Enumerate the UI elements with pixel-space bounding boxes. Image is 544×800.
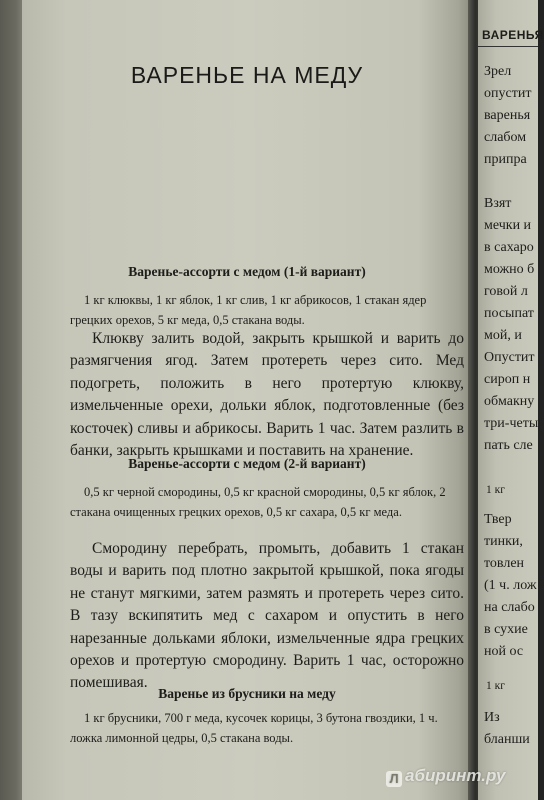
- page-text-line: говой л: [484, 284, 528, 299]
- page-text-line: можно б: [484, 262, 535, 277]
- page-text-line: Зрел: [484, 64, 512, 79]
- recipe-method: Клюкву залить водой, закрыть крышкой и варить до размягчения ягод. Затем протереть через сито. Мед подогреть, положить в него протертую клюкву, измельченные орехи, дольки яблок, подготовленные (без косточек) сливы и абрикосы. Варить 1 час. Затем разлить в банки, закрыть крышками и поставить на хранение.: [70, 330, 464, 460]
- page-text-line: слабом: [484, 130, 527, 145]
- running-header: ВАРЕНЬЯ: [482, 28, 544, 42]
- page-text-line: Твер: [484, 512, 512, 527]
- recipe-heading: Варенье из брусники на меду: [158, 686, 336, 701]
- page-text-line: три-четы: [484, 416, 539, 431]
- page-text-line: бланши: [484, 732, 530, 747]
- page-text-line: в сахаро: [484, 240, 534, 255]
- page-text-line: опустит: [484, 86, 532, 101]
- recipe-ingredients: 1 кг брусники, 700 г меда, кусочек корицы, 3 бутона гвоздики, 1 ч. ложка лимонной цедры, 0,5 стакана воды.: [70, 711, 438, 745]
- page-text-line: Опустит: [484, 350, 535, 365]
- watermark-text: абиринт.ру: [405, 766, 506, 785]
- labirint-logo-icon: Л: [386, 771, 402, 787]
- recipe-heading: Варенье-ассорти с медом (1-й вариант): [128, 264, 366, 279]
- page-text-line: обмакну: [484, 394, 535, 409]
- page-text-line: припра: [484, 152, 527, 167]
- page-text-line: варенья: [484, 108, 531, 123]
- page-ingredient-line: 1 кг: [486, 680, 505, 692]
- labirint-watermark: [386, 766, 505, 787]
- page-text-line: сироп н: [484, 372, 531, 387]
- right-page: [478, 0, 544, 800]
- page-text-line: пать сле: [484, 438, 533, 453]
- page-text-line: посыпат: [484, 306, 534, 321]
- recipe-ingredients: 0,5 кг черной смородины, 0,5 кг красной смородины, 0,5 кг яблок, 2 стакана очищенных грецких орехов, 0,5 кг сахара, 0,5 кг меда.: [70, 485, 446, 519]
- page-text-line: мой, и: [484, 328, 522, 343]
- page-text-line: в сухие: [484, 622, 528, 637]
- page-text-line: Взят: [484, 196, 512, 211]
- page-text-line: (1 ч. лож: [484, 578, 537, 593]
- header-rule: [478, 46, 538, 47]
- left-page: [22, 0, 472, 800]
- page-text-line: ной ос: [484, 644, 524, 659]
- recipe-method: Смородину перебрать, промыть, добавить 1 стакан воды и варить под плотно закрытой крышкой, пока ягоды не станут мягкими, затем размять и протереть через сито. В тазу вскипятить мед с сахаром и опустить в него нарезанные дольками яблоки, измельченные ядра грецких орехов и протертую смородину. Варить 1 час, осторожно помешивая.: [70, 540, 464, 692]
- recipe-heading: Варенье-ассорти с медом (2-й вариант): [128, 456, 366, 471]
- page-text-line: мечки и: [484, 218, 532, 233]
- page-text-line: товлен: [484, 556, 525, 571]
- page-text-line: на слабо: [484, 600, 535, 615]
- page-ingredient-line: 1 кг: [486, 484, 505, 496]
- page-text-line: Из: [484, 710, 500, 725]
- page-text-line: тинки,: [484, 534, 523, 549]
- recipe-ingredients: 1 кг клюквы, 1 кг яблок, 1 кг слив, 1 кг абрикосов, 1 стакан ядер грецких орехов, 5 кг меда, 0,5 стакана воды.: [70, 293, 427, 327]
- page-title: ВАРЕНЬЕ НА МЕДУ: [130, 62, 364, 88]
